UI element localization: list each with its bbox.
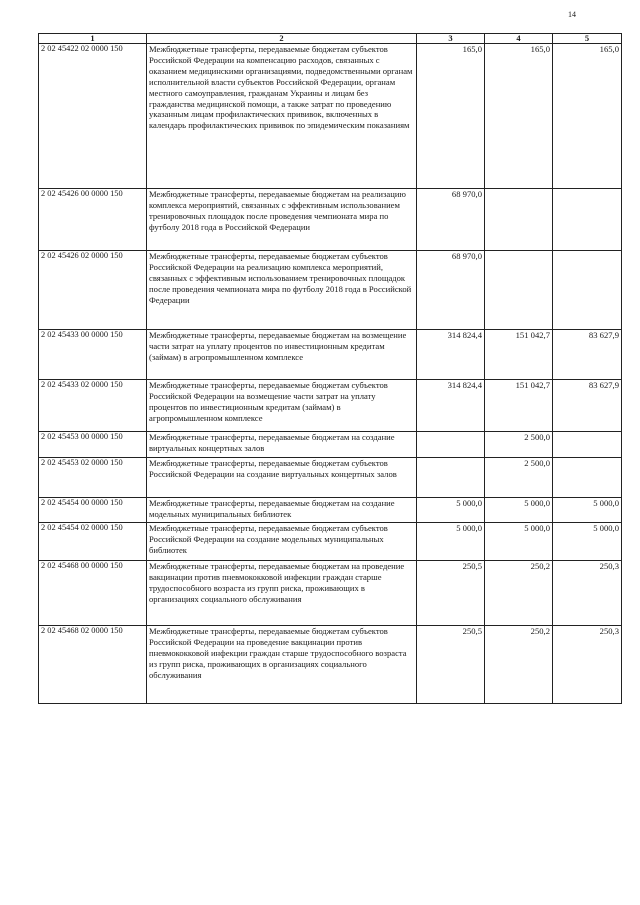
item-description: Межбюджетные трансферты, передаваемые бюджетам на проведение вакцинации против пневмококковой инфекции граждан старше трудоспособного возраста из групп риска, проживающих в организациях социального обслуживания	[147, 561, 417, 626]
table-row	[39, 251, 622, 330]
item-description: Межбюджетные трансферты, передаваемые бюджетам субъектов Российской Федерации на реализацию комплекса мероприятий, связанных с эффективным использованием тренировочных площадок после проведения чемпионата мира по футболу 2018 года в Российской Федерации	[147, 251, 417, 330]
table-row	[39, 498, 622, 523]
budget-table	[38, 33, 622, 704]
page-number: 14	[568, 10, 576, 19]
column-header: 3	[417, 34, 485, 44]
value-col-3: 250,5	[417, 561, 485, 626]
item-description: Межбюджетные трансферты, передаваемые бюджетам на реализацию комплекса мероприятий, связанных с эффективным использованием тренировочных площадок после проведения чемпионата мира по футболу 2018 года в Российской Федерации	[147, 189, 417, 251]
table-row	[39, 626, 622, 704]
value-col-4: 151 042,7	[485, 330, 553, 380]
item-description: Межбюджетные трансферты, передаваемые бюджетам субъектов Российской Федерации на возмещение части затрат на уплату процентов по инвестиционным кредитам (займам) в агропромышленном комплексе	[147, 380, 417, 432]
budget-code: 2 02 45453 02 0000 150	[39, 458, 147, 498]
budget-code: 2 02 45454 00 0000 150	[39, 498, 147, 523]
table-row	[39, 523, 622, 561]
value-col-3	[417, 458, 485, 498]
value-col-5: 250,3	[553, 561, 622, 626]
value-col-5	[553, 432, 622, 458]
budget-code: 2 02 45453 00 0000 150	[39, 432, 147, 458]
value-col-5	[553, 189, 622, 251]
item-description: Межбюджетные трансферты, передаваемые бюджетам на возмещение части затрат на уплату процентов по инвестиционным кредитам (займам) в агропромышленном комплексе	[147, 330, 417, 380]
budget-code: 2 02 45433 00 0000 150	[39, 330, 147, 380]
table-row	[39, 432, 622, 458]
column-header: 5	[553, 34, 622, 44]
budget-code: 2 02 45422 02 0000 150	[39, 44, 147, 189]
value-col-4: 250,2	[485, 561, 553, 626]
value-col-3: 68 970,0	[417, 189, 485, 251]
value-col-4: 5 000,0	[485, 498, 553, 523]
value-col-5	[553, 251, 622, 330]
value-col-5	[553, 458, 622, 498]
value-col-5: 5 000,0	[553, 498, 622, 523]
column-header: 1	[39, 34, 147, 44]
budget-code: 2 02 45454 02 0000 150	[39, 523, 147, 561]
table-row	[39, 380, 622, 432]
value-col-5: 83 627,9	[553, 380, 622, 432]
item-description: Межбюджетные трансферты, передаваемые бюджетам субъектов Российской Федерации на проведение вакцинации против пневмококковой инфекции граждан старше трудоспособного возраста из групп риска, проживающих в организациях социального обслуживания	[147, 626, 417, 704]
value-col-5: 5 000,0	[553, 523, 622, 561]
table-row	[39, 189, 622, 251]
value-col-4: 151 042,7	[485, 380, 553, 432]
value-col-4: 165,0	[485, 44, 553, 189]
item-description: Межбюджетные трансферты, передаваемые бюджетам на создание виртуальных концертных залов	[147, 432, 417, 458]
value-col-3: 68 970,0	[417, 251, 485, 330]
budget-code: 2 02 45426 02 0000 150	[39, 251, 147, 330]
value-col-3	[417, 432, 485, 458]
value-col-3: 5 000,0	[417, 523, 485, 561]
item-description: Межбюджетные трансферты, передаваемые бюджетам субъектов Российской Федерации на создание модельных муниципальных библиотек	[147, 523, 417, 561]
table-row	[39, 458, 622, 498]
value-col-3: 250,5	[417, 626, 485, 704]
value-col-5: 83 627,9	[553, 330, 622, 380]
table-row	[39, 561, 622, 626]
value-col-4	[485, 189, 553, 251]
value-col-3: 5 000,0	[417, 498, 485, 523]
item-description: Межбюджетные трансферты, передаваемые бюджетам на создание модельных муниципальных библиотек	[147, 498, 417, 523]
value-col-4: 2 500,0	[485, 458, 553, 498]
value-col-3: 314 824,4	[417, 380, 485, 432]
header-row	[39, 34, 622, 44]
table-row	[39, 330, 622, 380]
budget-code: 2 02 45433 02 0000 150	[39, 380, 147, 432]
value-col-4	[485, 251, 553, 330]
budget-code: 2 02 45468 02 0000 150	[39, 626, 147, 704]
table-row	[39, 44, 622, 189]
value-col-4: 250,2	[485, 626, 553, 704]
value-col-3: 165,0	[417, 44, 485, 189]
item-description: Межбюджетные трансферты, передаваемые бюджетам субъектов Российской Федерации на компенсацию расходов, связанных с оказанием медицинскими организациями, подведомственными органам исполнительной власти субъектов Российской Федерации, органам местного самоуправления, гражданам Украины и лицам без гражданства медицинской помощи, а также затрат по проведению указанным лицам профилактических прививок, включенных в календарь профилактических прививок по эпидемическим показаниям	[147, 44, 417, 189]
value-col-4: 2 500,0	[485, 432, 553, 458]
budget-code: 2 02 45426 00 0000 150	[39, 189, 147, 251]
column-header: 2	[147, 34, 417, 44]
value-col-5: 250,3	[553, 626, 622, 704]
value-col-5: 165,0	[553, 44, 622, 189]
value-col-4: 5 000,0	[485, 523, 553, 561]
budget-code: 2 02 45468 00 0000 150	[39, 561, 147, 626]
column-header: 4	[485, 34, 553, 44]
value-col-3: 314 824,4	[417, 330, 485, 380]
item-description: Межбюджетные трансферты, передаваемые бюджетам субъектов Российской Федерации на создание виртуальных концертных залов	[147, 458, 417, 498]
